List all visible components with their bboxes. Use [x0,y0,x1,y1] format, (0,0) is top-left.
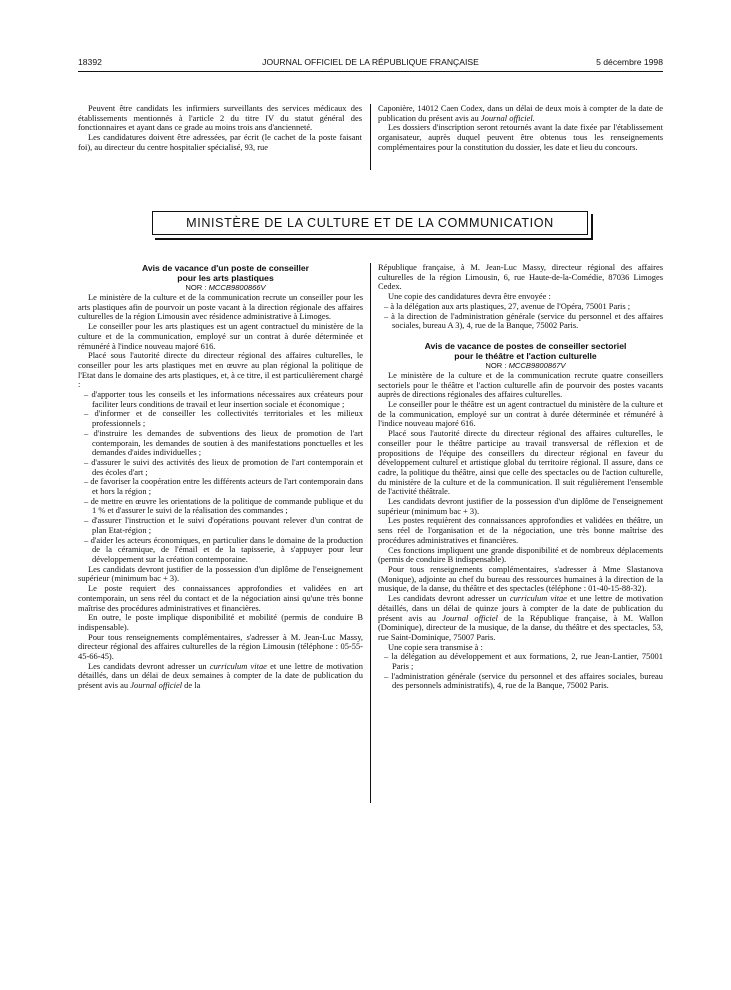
list-item: – de mettre en œuvre les orientations de la politique de commande publique et du 1 % et d'assurer le suivi de la réalisation des commandes ; [84,495,363,516]
nor-reference: NOR : MCCB9800867V [485,360,566,370]
list-item: – d'aider les acteurs économiques, en particulier dans le domaine de la production de la céramique, de l'émail et de la tapisserie, à s'appuyer pour leur développement sur la création contemporaine. [84,534,363,564]
nor-reference: NOR : MCCB9800866V [185,283,266,292]
paragraph: Le conseiller pour le théâtre est un agent contractuel du ministère de la culture et de la communication, employé sur un contrat à durée déterminée et rémunéré à l'indice nouveau majoré 616. [378,399,663,429]
paragraph: Une copie sera transmise à : [388,641,483,652]
paragraph: Le poste requiert des connaissances approfondies et validées en art contemporain, un sens réel du contact et de la négociation ainsi qu'une très bonne maîtrise des procédures administratives et financières. [78,583,363,613]
paragraph: Placé sous l'autorité directe du directeur régional des affaires culturelles, le conseiller pour le théâtre participe au travail transversal de réflexion et de propositions de l'équipe des conseillers du directeur régional en faveur du développement culturel et artistique global du territoire régional. Il assure, dans ce cadre, la politique du théâtre, ainsi que celle des spectacles ou de l'action culturelle, du ministère de la culture et de la communication. Il suit régulièrement l'ensemble de l'activité théâtrale. [378,428,663,497]
paragraph: Les candidats devront justifier de la possession d'un diplôme de l'enseignement supérieur (minimum bac + 3). [78,563,363,584]
paragraph: République française, à M. Jean-Luc Massy, directeur régional des affaires culturelles de la région Limousin, 6, rue Haute-de-la-Comédie, 87036 Limoges Cedex. [378,262,663,292]
journal-title: JOURNAL OFFICIEL DE LA RÉPUBLIQUE FRANÇAISE [262,57,479,67]
list-item: – l'administration générale (service du personnel et des affaires sociales, bureau des personnels administratifs), 4, rue de la Banque, 75002 Paris. [384,670,663,691]
header-rule [78,71,663,72]
right-column [378,263,663,691]
list-item: – à la direction de l'administration générale (service du personnel et des affaires sociales, bureau A 3), 4, rue de la Banque, 75002 Paris. [384,310,663,331]
list-item: – de favoriser la coopération entre les différents acteurs de l'art contemporain dans et hors la région ; [84,476,363,497]
paragraph: Les candidats devront adresser un curriculum vitae et une lettre de motivation détaillés, dans un délai de deux semaines à compter de la date de publication du présent avis au Journal officiel de la [78,660,363,691]
paragraph: Le ministère de la culture et de la communication recrute quatre conseillers sectoriels pour le théâtre et l'action culturelle afin de pourvoir des postes vacants auprès de directions régionales des affaires culturelles. [378,369,663,400]
column-divider [370,263,371,803]
running-header [78,57,663,69]
issue-date: 5 décembre 1998 [596,57,663,67]
left-column [78,263,363,691]
notice-title: Avis de vacance d'un poste de conseiller [142,263,309,273]
paragraph: Une copie des candidatures devra être envoyée : [388,291,551,302]
list-item: – d'assurer le suivi des activités des lieux de promotion de l'art contemporain et des écoles d'art ; [84,456,363,477]
notice-title: Avis de vacance de postes de conseiller sectoriel [424,340,627,351]
paragraph: Le conseiller pour les arts plastiques est un agent contractuel du ministère de la culture et de la communication, employé sur un contrat à durée déterminée et rémunéré à l'indice nouveau majoré 616. [78,321,363,351]
top-left-column [78,104,362,153]
paragraph: En outre, le poste implique disponibilité et mobilité (permis de conduire B indispensable). [78,612,363,632]
paragraph: Les candidats devront justifier de la possession d'un diplôme de l'enseignement supérieur (minimum bac + 3). [378,496,663,516]
paragraph: Le ministère de la culture et de la communication recrute un conseiller pour les arts plastiques afin de pourvoir un poste vacant à la direction régionale des affaires culturelles de la région Limousin avec résidence administrative à Limoges. [78,292,363,322]
page-number: 18392 [78,57,102,67]
top-right-column [378,104,663,153]
ministry-heading: MINISTÈRE DE LA CULTURE ET DE LA COMMUNICATION [152,211,588,235]
list-item: – à la délégation aux arts plastiques, 27, avenue de l'Opéra, 75001 Paris ; [384,300,631,311]
list-item: – d'informer et de conseiller les collectivités territoriales et les milieux professionnels ; [84,408,363,429]
paragraph: Pour tous renseignements complémentaires, s'adresser à Mme Slastanova (Monique), adjointe au chef du bureau des ressources humaines à la direction de la musique, de la danse, du théâtre et des spectacles (téléphone : 01-40-15-88-32). [378,563,663,594]
paragraph: Les dossiers d'inscription seront retournés avant la date fixée par l'établissement organisateur, auprès duquel peuvent être obtenus tous les renseignements complémentaires pour la constitution du dossier, les date et lieu du concours. [378,122,663,152]
notice-title: pour le théâtre et l'action culturelle [454,350,597,361]
notice-title: pour les arts plastiques [177,273,274,283]
list-item: – d'assurer l'instruction et le suivi d'opérations pouvant relever d'un contrat de plan Etat-région ; [84,515,363,535]
list-item: – d'apporter tous les conseils et les informations nécessaires aux créateurs pour faciliter leurs conditions de travail et leur insertion sociale et économique ; [84,389,363,409]
paragraph: Les candidatures doivent être adressées, par écrit (le cachet de la poste faisant foi), au directeur du centre hospitalier spécialisé, 93, rue [78,132,362,152]
paragraph: Les candidats devront adresser un curriculum vitae et une lettre de motivation détaillés, dans un délai de quinze jours à compter de la date de publication du présent avis au Journal officiel de la République française, à M. Wallon (Dominique), directeur de la musique, de la danse, du théâtre et des spectacles, 53, rue Saint-Dominique, 75007 Paris. [378,593,663,642]
list-item: – la délégation au développement et aux formations, 2, rue Jean-Lantier, 75001 Paris ; [384,651,663,672]
paragraph: Les postes requièrent des connaissances approfondies et validées en théâtre, un sens réel de l'organisation et de la négociation, une très bonne maîtrise des procédures administratives et financières. [378,515,663,545]
paragraph: Caponière, 14012 Caen Codex, dans un délai de deux mois à compter de la date de publication du présent avis au Journal officiel. [378,103,663,123]
list-item: – d'instruire les demandes de subventions des lieux de promotion de l'art contemporain, les demandes de soutien à des manifestations ponctuelles et les demandes d'aides individuelles ; [84,427,363,458]
paragraph: Peuvent être candidats les infirmiers surveillants des services médicaux des établissements mentionnés à l'article 2 du titre IV du statut général des fonctionnaires et ayant dans ce grade au moins trois ans d'ancienneté. [78,103,362,133]
paragraph: Ces fonctions impliquent une grande disponibilité et de nombreux déplacements (permis de conduire B indispensable). [378,544,663,565]
paragraph: Pour tous renseignements complémentaires, s'adresser à M. Jean-Luc Massy, directeur régional des affaires culturelles de la région Limousin (téléphone : 05-55-45-66-45). [78,631,363,662]
column-divider [370,104,371,170]
paragraph: Placé sous l'autorité directe du directeur régional des affaires culturelles, le conseiller pour les arts plastiques met en œuvre au plan régional la politique de l'Etat dans le domaine des arts plastiques, et, à ce titre, il est particulièrement chargé : [78,350,363,390]
